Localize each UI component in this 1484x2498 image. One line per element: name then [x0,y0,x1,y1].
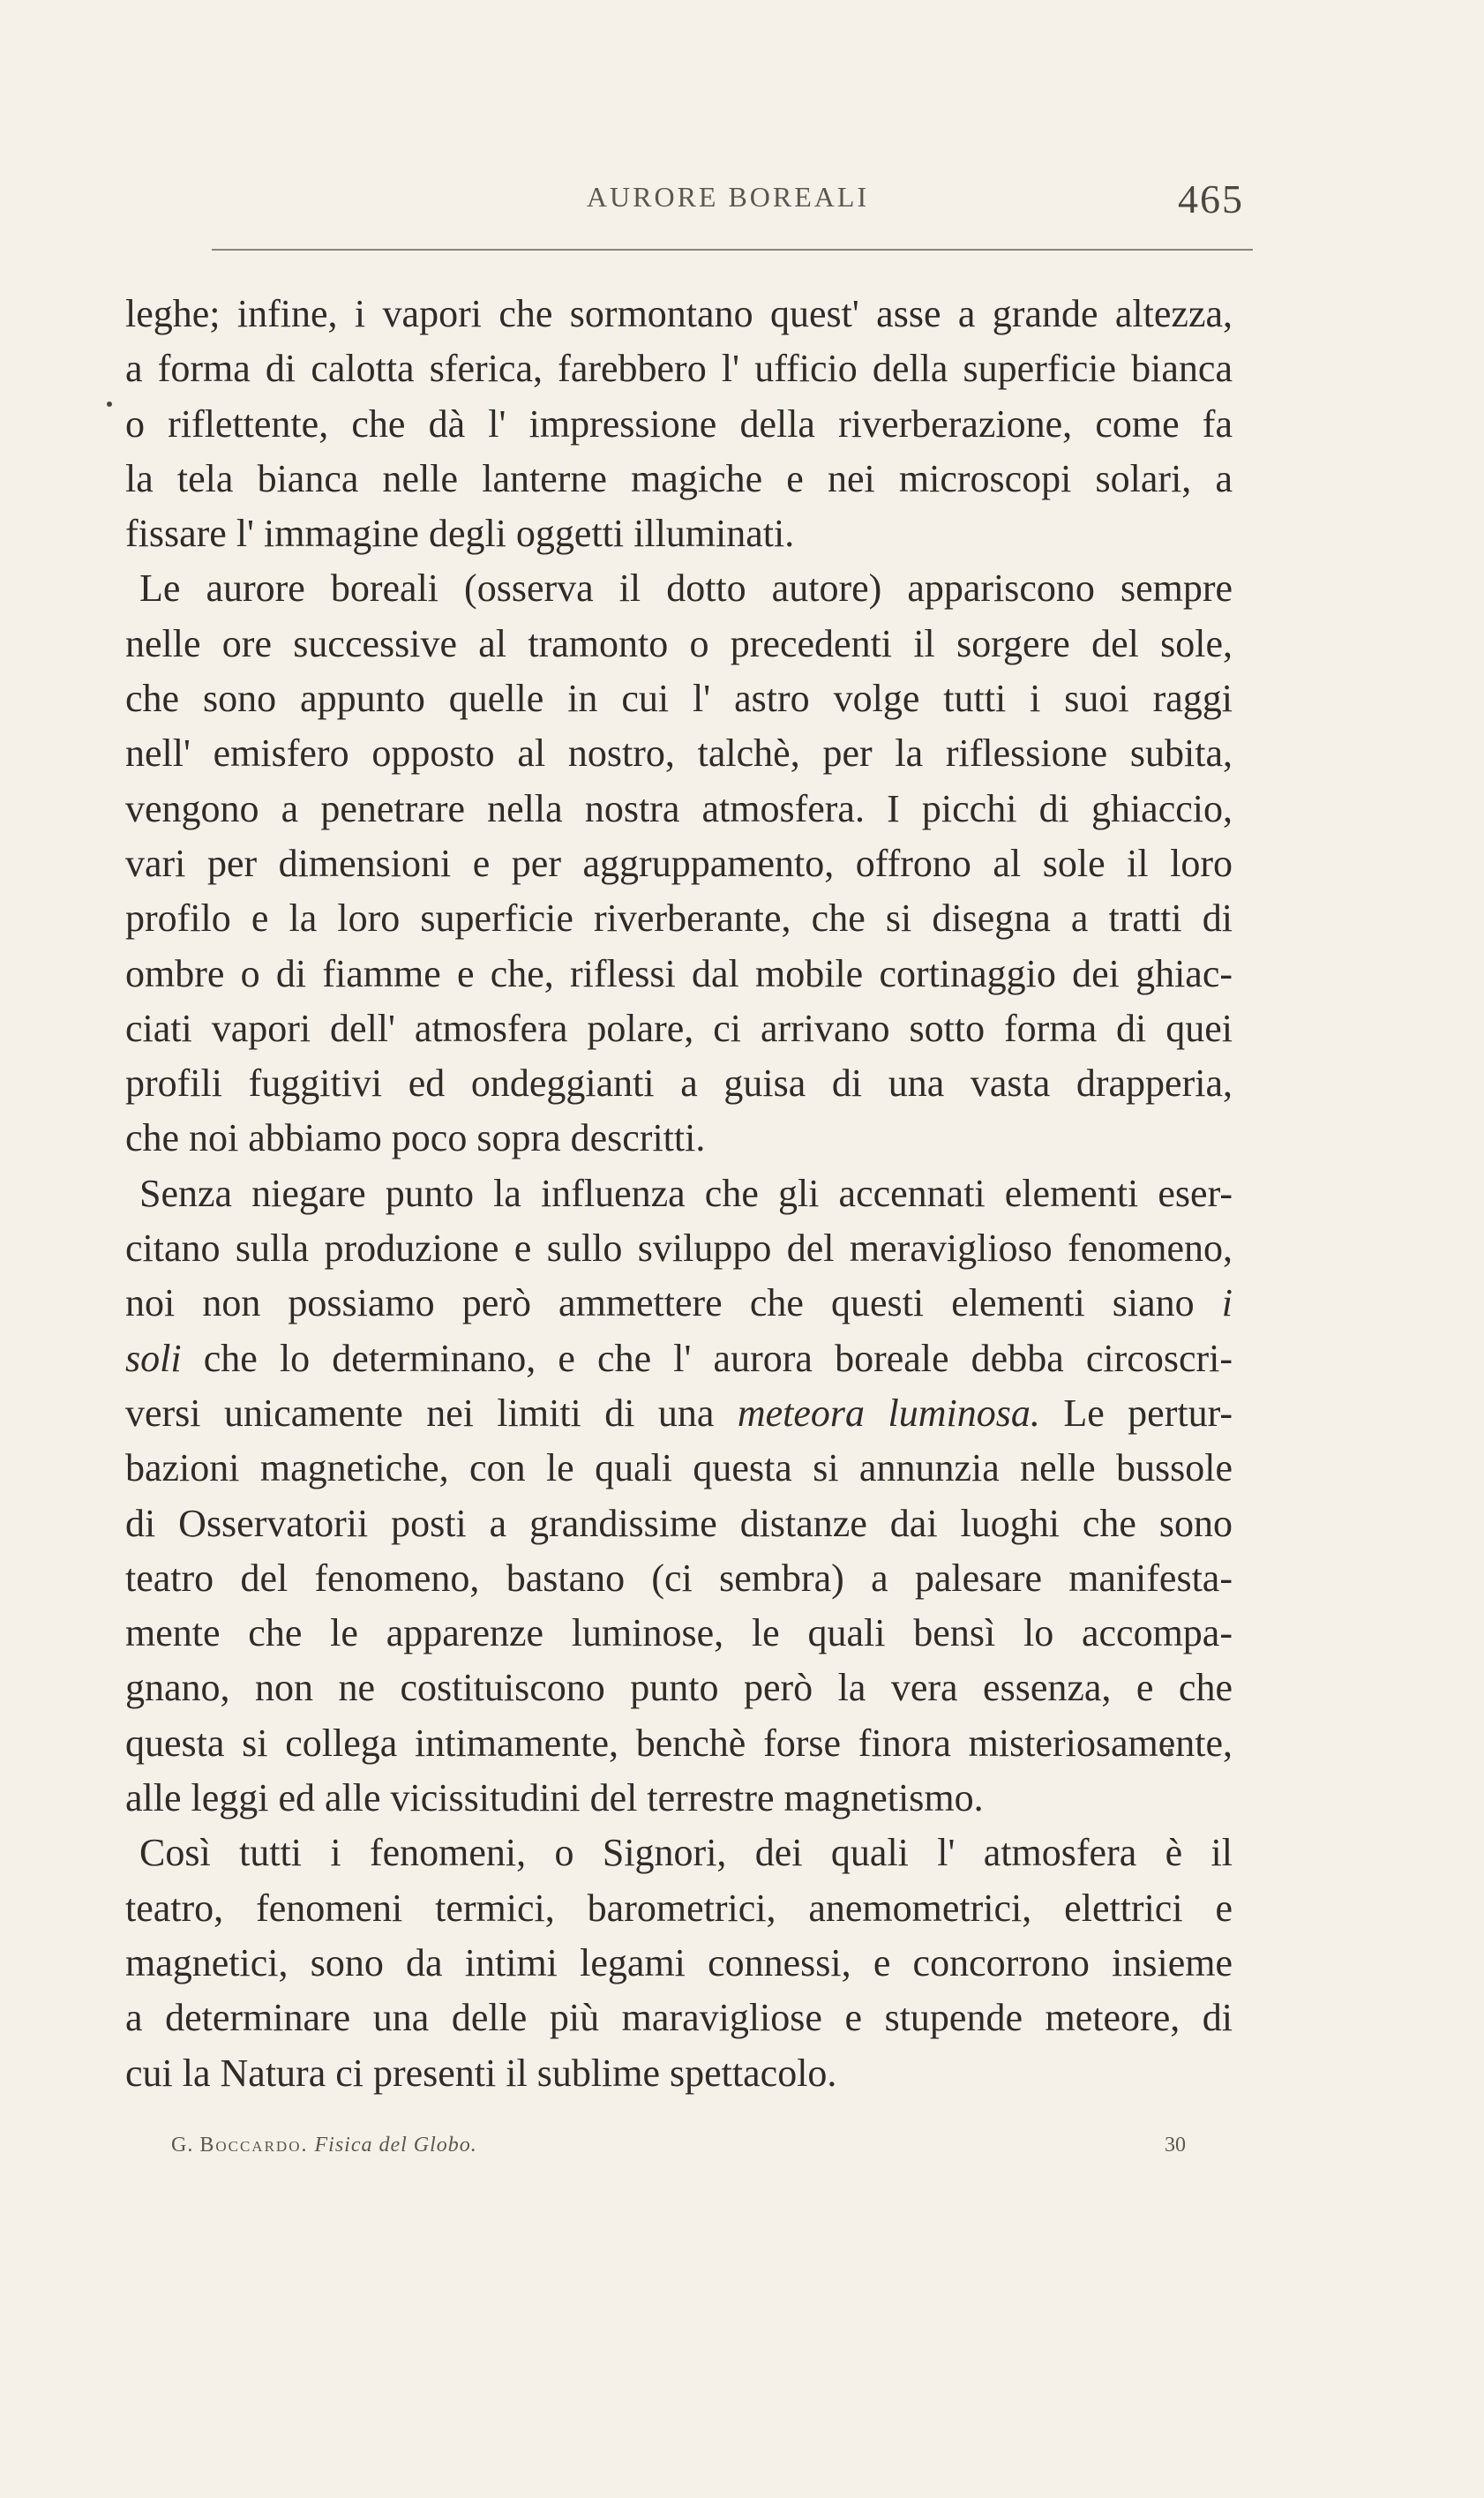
text-line: profili fuggitivi ed ondeggianti a guisa di una vasta drapperia, [125,1061,1233,1106]
text-line: leghe; infine, i vapori che sormontano quest' asse a grande altezza, [125,292,1233,335]
text-line: Senza niegare punto la influenza che gli accennati elementi eser- [139,1171,1233,1215]
text-line [125,1386,1233,1441]
header-rule [212,249,1253,251]
paragraph-3 [125,1166,1233,1827]
text-line: o riflettente, che dà l' impressione della riverberazione, come fa [125,401,1233,446]
paragraph-1 [125,287,1233,561]
text-line: a forma di calotta sferica, farebbero l' ufficio della superficie bianca [125,347,1233,391]
text-line: citano sulla produzione e sullo sviluppo del meraviglioso fenomeno, [125,1226,1233,1271]
margin-dot [107,401,112,407]
signature-number: 30 [1165,2134,1186,2157]
book-title: Fisica del Globo. [314,2134,477,2157]
running-head: AURORE BOREALI [586,181,870,213]
text-line: la tela bianca nelle lanterne magiche e nei microscopi solari, a [125,456,1233,500]
text-line: ombre o di fiamme e che, riflessi dal mobile cortinaggio dei ghiac- [125,951,1233,995]
text-line: bazioni magnetiche, con le quali questa si annunzia nelle bussole [125,1446,1233,1490]
text-segment: che lo determinano, e che l' aurora boreale debba circoscri- [203,1336,1233,1380]
text-line [125,1332,1233,1386]
text-line: vari per dimensioni e per aggruppamento, offrono al sole il loro [125,841,1233,885]
paragraph-2 [125,561,1233,1166]
text-line: magnetici, sono da intimi legami connessi, e concorrono insieme [125,1940,1233,1984]
italic-word: i [1221,1281,1233,1325]
text-line: gnano, non ne costituiscono punto però la vera essenza, e che [125,1666,1233,1710]
text-line: fissare l' immagine degli oggetti illuminati. [125,512,795,556]
text-line: teatro, fenomeni termici, barometrici, anemometrici, elettrici e [125,1886,1233,1930]
text-line: profilo e la loro superficie riverberante, che si disegna a tratti di [125,896,1233,941]
page-number: 465 [1178,176,1244,221]
text-line: vengono a penetrare nella nostra atmosfera. I picchi di ghiaccio, [125,786,1233,830]
text-line: ciati vapori dell' atmosfera polare, ci arrivano sotto forma di quei [125,1006,1233,1050]
footer-signature [171,2134,477,2157]
text-line [125,1276,1233,1331]
page-footer [171,2134,1186,2169]
text-line: alle leggi ed alle vicissitudini del terrestre magnetismo. [125,1776,984,1820]
text-segment: Le pertur- [1063,1391,1233,1435]
text-line: nelle ore successive al tramonto o precedenti il sorgere del sole, [125,621,1233,665]
text-line: questa si collega intimamente, benchè forse finora misteriosamente, [125,1721,1233,1765]
text-segment: noi non possiamo però ammettere che questi elementi siano [125,1281,1195,1325]
text-line: che noi abbiamo poco sopra descritti. [125,1116,706,1160]
paragraph-4 [125,1826,1233,2100]
text-line: a determinare una delle più maravigliose e stupende meteore, di [125,1996,1233,2040]
text-line: di Osservatorii posti a grandissime distanze dai luoghi che sono [125,1501,1233,1545]
text-line: Le aurore boreali (osserva il dotto autore) appariscono sempre [139,566,1233,611]
body-text [125,287,1233,2101]
italic-phrase: meteora luminosa. [737,1391,1040,1435]
italic-word: soli [125,1336,182,1380]
text-line: nell' emisfero opposto al nostro, talchè, per la riflessione subita, [125,731,1233,776]
author-name: Boccardo. [199,2134,309,2157]
text-line: teatro del fenomeno, bastano (ci sembra) a palesare manifesta- [125,1556,1233,1600]
text-line: che sono appunto quelle in cui l' astro volge tutti i suoi raggi [125,677,1233,721]
text-line: cui la Natura ci presenti il sublime spettacolo. [125,2051,837,2095]
page-header [212,176,1244,234]
text-line: mente che le apparenze luminose, le quali bensì lo accompa- [125,1611,1233,1655]
text-line: Così tutti i fenomeni, o Signori, dei quali l' atmosfera è il [139,1831,1233,1875]
text-segment: versi unicamente nei limiti di una [125,1391,715,1435]
author-initial: G. [171,2134,194,2157]
